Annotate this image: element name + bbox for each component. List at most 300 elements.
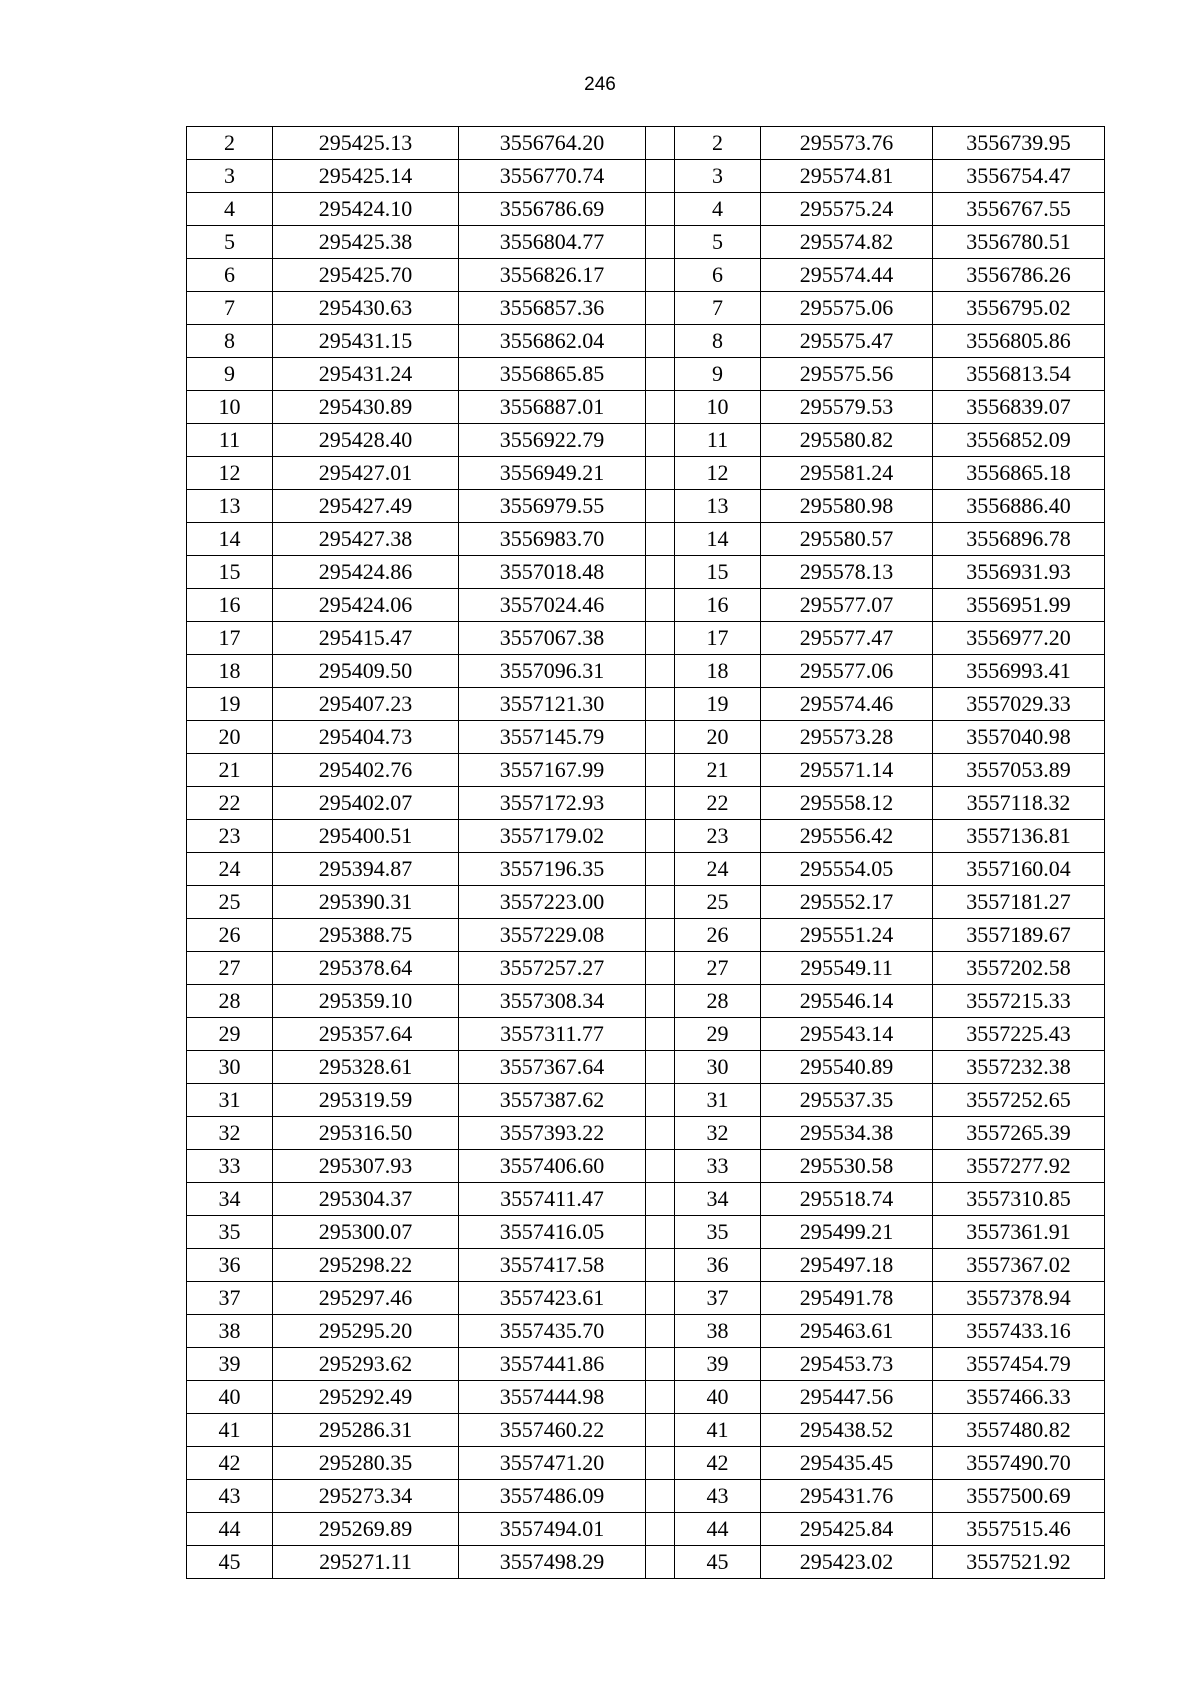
x-coordinate-left: 295404.73 — [273, 721, 459, 754]
table-row — [187, 1414, 1105, 1447]
y-coordinate-right: 3557118.32 — [933, 787, 1105, 820]
x-coordinate-right: 295546.14 — [761, 985, 933, 1018]
x-coordinate-right: 295534.38 — [761, 1117, 933, 1150]
y-coordinate-right: 3557433.16 — [933, 1315, 1105, 1348]
x-coordinate-left: 295394.87 — [273, 853, 459, 886]
point-number-left: 3 — [187, 160, 273, 193]
separator-cell — [646, 325, 675, 358]
y-coordinate-left: 3557444.98 — [459, 1381, 646, 1414]
page-number: 246 — [584, 74, 616, 95]
y-coordinate-left: 3556949.21 — [459, 457, 646, 490]
separator-cell — [646, 1183, 675, 1216]
point-number-right: 34 — [675, 1183, 761, 1216]
table-row — [187, 919, 1105, 952]
y-coordinate-left: 3557167.99 — [459, 754, 646, 787]
point-number-right: 27 — [675, 952, 761, 985]
x-coordinate-right: 295580.57 — [761, 523, 933, 556]
table-row — [187, 325, 1105, 358]
y-coordinate-right: 3557490.70 — [933, 1447, 1105, 1480]
point-number-left: 11 — [187, 424, 273, 457]
y-coordinate-right: 3557367.02 — [933, 1249, 1105, 1282]
y-coordinate-left: 3557179.02 — [459, 820, 646, 853]
y-coordinate-left: 3557229.08 — [459, 919, 646, 952]
point-number-left: 4 — [187, 193, 273, 226]
separator-cell — [646, 1348, 675, 1381]
x-coordinate-left: 295424.10 — [273, 193, 459, 226]
x-coordinate-right: 295423.02 — [761, 1546, 933, 1579]
separator-cell — [646, 886, 675, 919]
table-row — [187, 1282, 1105, 1315]
x-coordinate-right: 295537.35 — [761, 1084, 933, 1117]
separator-cell — [646, 853, 675, 886]
x-coordinate-right: 295577.47 — [761, 622, 933, 655]
x-coordinate-left: 295427.01 — [273, 457, 459, 490]
x-coordinate-left: 295430.89 — [273, 391, 459, 424]
y-coordinate-right: 3556852.09 — [933, 424, 1105, 457]
y-coordinate-left: 3556826.17 — [459, 259, 646, 292]
separator-cell — [646, 1150, 675, 1183]
table-row — [187, 1348, 1105, 1381]
point-number-left: 37 — [187, 1282, 273, 1315]
separator-cell — [646, 1084, 675, 1117]
point-number-left: 33 — [187, 1150, 273, 1183]
y-coordinate-right: 3557225.43 — [933, 1018, 1105, 1051]
point-number-left: 42 — [187, 1447, 273, 1480]
y-coordinate-left: 3557257.27 — [459, 952, 646, 985]
y-coordinate-right: 3557252.65 — [933, 1084, 1105, 1117]
x-coordinate-left: 295409.50 — [273, 655, 459, 688]
y-coordinate-right: 3557160.04 — [933, 853, 1105, 886]
x-coordinate-left: 295425.14 — [273, 160, 459, 193]
table-row — [187, 1249, 1105, 1282]
table-row — [187, 1018, 1105, 1051]
x-coordinate-left: 295425.70 — [273, 259, 459, 292]
x-coordinate-right: 295581.24 — [761, 457, 933, 490]
table-row — [187, 886, 1105, 919]
point-number-right: 5 — [675, 226, 761, 259]
x-coordinate-left: 295298.22 — [273, 1249, 459, 1282]
point-number-right: 22 — [675, 787, 761, 820]
point-number-left: 13 — [187, 490, 273, 523]
point-number-left: 35 — [187, 1216, 273, 1249]
y-coordinate-right: 3557500.69 — [933, 1480, 1105, 1513]
table-row — [187, 1315, 1105, 1348]
point-number-right: 30 — [675, 1051, 761, 1084]
table-row — [187, 655, 1105, 688]
y-coordinate-right: 3556767.55 — [933, 193, 1105, 226]
point-number-right: 39 — [675, 1348, 761, 1381]
separator-cell — [646, 358, 675, 391]
table-row — [187, 787, 1105, 820]
table-row — [187, 754, 1105, 787]
table-row — [187, 1546, 1105, 1579]
y-coordinate-left: 3556887.01 — [459, 391, 646, 424]
point-number-right: 2 — [675, 127, 761, 160]
y-coordinate-left: 3557223.00 — [459, 886, 646, 919]
x-coordinate-right: 295574.82 — [761, 226, 933, 259]
separator-cell — [646, 1249, 675, 1282]
table-row — [187, 1084, 1105, 1117]
separator-cell — [646, 952, 675, 985]
point-number-right: 10 — [675, 391, 761, 424]
y-coordinate-left: 3557471.20 — [459, 1447, 646, 1480]
separator-cell — [646, 1282, 675, 1315]
point-number-right: 36 — [675, 1249, 761, 1282]
separator-cell — [646, 919, 675, 952]
y-coordinate-right: 3557480.82 — [933, 1414, 1105, 1447]
x-coordinate-left: 295300.07 — [273, 1216, 459, 1249]
x-coordinate-right: 295580.98 — [761, 490, 933, 523]
y-coordinate-right: 3556786.26 — [933, 259, 1105, 292]
point-number-right: 41 — [675, 1414, 761, 1447]
point-number-right: 9 — [675, 358, 761, 391]
point-number-right: 32 — [675, 1117, 761, 1150]
x-coordinate-right: 295574.46 — [761, 688, 933, 721]
x-coordinate-left: 295304.37 — [273, 1183, 459, 1216]
y-coordinate-left: 3556804.77 — [459, 226, 646, 259]
y-coordinate-left: 3557393.22 — [459, 1117, 646, 1150]
table-row — [187, 457, 1105, 490]
x-coordinate-right: 295554.05 — [761, 853, 933, 886]
x-coordinate-right: 295574.44 — [761, 259, 933, 292]
point-number-right: 16 — [675, 589, 761, 622]
y-coordinate-left: 3557196.35 — [459, 853, 646, 886]
point-number-right: 33 — [675, 1150, 761, 1183]
separator-cell — [646, 1051, 675, 1084]
table-row — [187, 688, 1105, 721]
y-coordinate-right: 3557466.33 — [933, 1381, 1105, 1414]
y-coordinate-right: 3556805.86 — [933, 325, 1105, 358]
separator-cell — [646, 1480, 675, 1513]
y-coordinate-right: 3556754.47 — [933, 160, 1105, 193]
table-row — [187, 1150, 1105, 1183]
separator-cell — [646, 490, 675, 523]
x-coordinate-right: 295579.53 — [761, 391, 933, 424]
point-number-right: 26 — [675, 919, 761, 952]
point-number-left: 19 — [187, 688, 273, 721]
x-coordinate-left: 295269.89 — [273, 1513, 459, 1546]
y-coordinate-right: 3556839.07 — [933, 391, 1105, 424]
separator-cell — [646, 127, 675, 160]
point-number-right: 31 — [675, 1084, 761, 1117]
y-coordinate-left: 3556786.69 — [459, 193, 646, 226]
x-coordinate-right: 295530.58 — [761, 1150, 933, 1183]
separator-cell — [646, 160, 675, 193]
table-row — [187, 127, 1105, 160]
x-coordinate-right: 295438.52 — [761, 1414, 933, 1447]
x-coordinate-right: 295425.84 — [761, 1513, 933, 1546]
x-coordinate-right: 295540.89 — [761, 1051, 933, 1084]
table-row — [187, 424, 1105, 457]
separator-cell — [646, 1546, 675, 1579]
y-coordinate-right: 3557277.92 — [933, 1150, 1105, 1183]
x-coordinate-right: 295556.42 — [761, 820, 933, 853]
x-coordinate-left: 295378.64 — [273, 952, 459, 985]
x-coordinate-left: 295425.38 — [273, 226, 459, 259]
x-coordinate-left: 295286.31 — [273, 1414, 459, 1447]
separator-cell — [646, 226, 675, 259]
point-number-left: 9 — [187, 358, 273, 391]
point-number-left: 32 — [187, 1117, 273, 1150]
y-coordinate-left: 3556979.55 — [459, 490, 646, 523]
table-row — [187, 1381, 1105, 1414]
separator-cell — [646, 391, 675, 424]
x-coordinate-right: 295447.56 — [761, 1381, 933, 1414]
y-coordinate-left: 3556983.70 — [459, 523, 646, 556]
y-coordinate-right: 3557515.46 — [933, 1513, 1105, 1546]
point-number-right: 38 — [675, 1315, 761, 1348]
point-number-left: 38 — [187, 1315, 273, 1348]
point-number-right: 43 — [675, 1480, 761, 1513]
y-coordinate-left: 3557441.86 — [459, 1348, 646, 1381]
y-coordinate-left: 3557018.48 — [459, 556, 646, 589]
x-coordinate-right: 295578.13 — [761, 556, 933, 589]
separator-cell — [646, 1018, 675, 1051]
table-row — [187, 1216, 1105, 1249]
table-row — [187, 721, 1105, 754]
y-coordinate-left: 3557411.47 — [459, 1183, 646, 1216]
point-number-right: 18 — [675, 655, 761, 688]
separator-cell — [646, 457, 675, 490]
point-number-left: 20 — [187, 721, 273, 754]
point-number-left: 27 — [187, 952, 273, 985]
y-coordinate-left: 3557416.05 — [459, 1216, 646, 1249]
y-coordinate-left: 3557311.77 — [459, 1018, 646, 1051]
y-coordinate-right: 3556993.41 — [933, 655, 1105, 688]
y-coordinate-left: 3557486.09 — [459, 1480, 646, 1513]
y-coordinate-right: 3556886.40 — [933, 490, 1105, 523]
point-number-left: 34 — [187, 1183, 273, 1216]
x-coordinate-left: 295424.86 — [273, 556, 459, 589]
table-row — [187, 985, 1105, 1018]
x-coordinate-right: 295543.14 — [761, 1018, 933, 1051]
point-number-left: 5 — [187, 226, 273, 259]
table-row — [187, 292, 1105, 325]
y-coordinate-right: 3557202.58 — [933, 952, 1105, 985]
x-coordinate-right: 295431.76 — [761, 1480, 933, 1513]
separator-cell — [646, 820, 675, 853]
separator-cell — [646, 589, 675, 622]
point-number-right: 14 — [675, 523, 761, 556]
point-number-right: 19 — [675, 688, 761, 721]
y-coordinate-right: 3557189.67 — [933, 919, 1105, 952]
separator-cell — [646, 787, 675, 820]
point-number-right: 4 — [675, 193, 761, 226]
point-number-left: 31 — [187, 1084, 273, 1117]
y-coordinate-right: 3556951.99 — [933, 589, 1105, 622]
x-coordinate-left: 295357.64 — [273, 1018, 459, 1051]
separator-cell — [646, 193, 675, 226]
x-coordinate-left: 295273.34 — [273, 1480, 459, 1513]
y-coordinate-right: 3557265.39 — [933, 1117, 1105, 1150]
x-coordinate-left: 295400.51 — [273, 820, 459, 853]
x-coordinate-left: 295415.47 — [273, 622, 459, 655]
table-row — [187, 523, 1105, 556]
table-row — [187, 226, 1105, 259]
separator-cell — [646, 1117, 675, 1150]
point-number-left: 29 — [187, 1018, 273, 1051]
table-row — [187, 490, 1105, 523]
point-number-left: 8 — [187, 325, 273, 358]
point-number-right: 45 — [675, 1546, 761, 1579]
separator-cell — [646, 1513, 675, 1546]
point-number-left: 15 — [187, 556, 273, 589]
y-coordinate-right: 3557040.98 — [933, 721, 1105, 754]
x-coordinate-right: 295575.24 — [761, 193, 933, 226]
x-coordinate-right: 295577.07 — [761, 589, 933, 622]
x-coordinate-right: 295573.76 — [761, 127, 933, 160]
point-number-right: 17 — [675, 622, 761, 655]
table-row — [187, 820, 1105, 853]
table-row — [187, 1513, 1105, 1546]
x-coordinate-left: 295297.46 — [273, 1282, 459, 1315]
x-coordinate-left: 295402.76 — [273, 754, 459, 787]
point-number-left: 16 — [187, 589, 273, 622]
point-number-right: 7 — [675, 292, 761, 325]
y-coordinate-left: 3556857.36 — [459, 292, 646, 325]
y-coordinate-right: 3557181.27 — [933, 886, 1105, 919]
x-coordinate-right: 295552.17 — [761, 886, 933, 919]
y-coordinate-left: 3557423.61 — [459, 1282, 646, 1315]
x-coordinate-right: 295551.24 — [761, 919, 933, 952]
coordinates-table-body — [187, 127, 1105, 1579]
x-coordinate-left: 295293.62 — [273, 1348, 459, 1381]
x-coordinate-right: 295518.74 — [761, 1183, 933, 1216]
separator-cell — [646, 424, 675, 457]
separator-cell — [646, 292, 675, 325]
point-number-right: 3 — [675, 160, 761, 193]
y-coordinate-right: 3556977.20 — [933, 622, 1105, 655]
x-coordinate-left: 295407.23 — [273, 688, 459, 721]
table-row — [187, 160, 1105, 193]
point-number-right: 24 — [675, 853, 761, 886]
point-number-right: 8 — [675, 325, 761, 358]
x-coordinate-right: 295463.61 — [761, 1315, 933, 1348]
table-row — [187, 358, 1105, 391]
point-number-left: 44 — [187, 1513, 273, 1546]
point-number-right: 20 — [675, 721, 761, 754]
point-number-right: 11 — [675, 424, 761, 457]
x-coordinate-right: 295558.12 — [761, 787, 933, 820]
y-coordinate-right: 3557029.33 — [933, 688, 1105, 721]
y-coordinate-right: 3556896.78 — [933, 523, 1105, 556]
x-coordinate-right: 295453.73 — [761, 1348, 933, 1381]
separator-cell — [646, 556, 675, 589]
point-number-left: 18 — [187, 655, 273, 688]
x-coordinate-left: 295430.63 — [273, 292, 459, 325]
table-row — [187, 1183, 1105, 1216]
point-number-left: 43 — [187, 1480, 273, 1513]
x-coordinate-right: 295497.18 — [761, 1249, 933, 1282]
point-number-right: 28 — [675, 985, 761, 1018]
point-number-right: 13 — [675, 490, 761, 523]
y-coordinate-right: 3556795.02 — [933, 292, 1105, 325]
separator-cell — [646, 523, 675, 556]
point-number-right: 37 — [675, 1282, 761, 1315]
y-coordinate-left: 3557406.60 — [459, 1150, 646, 1183]
point-number-left: 2 — [187, 127, 273, 160]
point-number-left: 21 — [187, 754, 273, 787]
table-row — [187, 556, 1105, 589]
y-coordinate-left: 3557387.62 — [459, 1084, 646, 1117]
point-number-left: 36 — [187, 1249, 273, 1282]
y-coordinate-left: 3556862.04 — [459, 325, 646, 358]
y-coordinate-left: 3557024.46 — [459, 589, 646, 622]
separator-cell — [646, 688, 675, 721]
x-coordinate-left: 295307.93 — [273, 1150, 459, 1183]
x-coordinate-left: 295295.20 — [273, 1315, 459, 1348]
separator-cell — [646, 1381, 675, 1414]
table-row — [187, 952, 1105, 985]
y-coordinate-left: 3557498.29 — [459, 1546, 646, 1579]
y-coordinate-left: 3557494.01 — [459, 1513, 646, 1546]
table-row — [187, 1480, 1105, 1513]
x-coordinate-right: 295574.81 — [761, 160, 933, 193]
separator-cell — [646, 985, 675, 1018]
x-coordinate-left: 295424.06 — [273, 589, 459, 622]
separator-cell — [646, 754, 675, 787]
y-coordinate-right: 3557232.38 — [933, 1051, 1105, 1084]
y-coordinate-left: 3557308.34 — [459, 985, 646, 1018]
x-coordinate-right: 295571.14 — [761, 754, 933, 787]
y-coordinate-left: 3556764.20 — [459, 127, 646, 160]
x-coordinate-right: 295577.06 — [761, 655, 933, 688]
y-coordinate-right: 3557361.91 — [933, 1216, 1105, 1249]
point-number-left: 45 — [187, 1546, 273, 1579]
point-number-right: 12 — [675, 457, 761, 490]
y-coordinate-left: 3557460.22 — [459, 1414, 646, 1447]
table-row — [187, 853, 1105, 886]
point-number-left: 17 — [187, 622, 273, 655]
y-coordinate-right: 3557378.94 — [933, 1282, 1105, 1315]
y-coordinate-left: 3557067.38 — [459, 622, 646, 655]
x-coordinate-left: 295427.38 — [273, 523, 459, 556]
x-coordinate-right: 295575.47 — [761, 325, 933, 358]
y-coordinate-right: 3557053.89 — [933, 754, 1105, 787]
y-coordinate-left: 3557367.64 — [459, 1051, 646, 1084]
separator-cell — [646, 655, 675, 688]
y-coordinate-right: 3557454.79 — [933, 1348, 1105, 1381]
x-coordinate-left: 295388.75 — [273, 919, 459, 952]
point-number-right: 23 — [675, 820, 761, 853]
x-coordinate-right: 295435.45 — [761, 1447, 933, 1480]
x-coordinate-left: 295431.15 — [273, 325, 459, 358]
table-row — [187, 1051, 1105, 1084]
point-number-left: 39 — [187, 1348, 273, 1381]
x-coordinate-left: 295280.35 — [273, 1447, 459, 1480]
x-coordinate-right: 295575.56 — [761, 358, 933, 391]
x-coordinate-left: 295402.07 — [273, 787, 459, 820]
y-coordinate-right: 3556813.54 — [933, 358, 1105, 391]
y-coordinate-left: 3556922.79 — [459, 424, 646, 457]
point-number-right: 35 — [675, 1216, 761, 1249]
separator-cell — [646, 721, 675, 754]
x-coordinate-left: 295292.49 — [273, 1381, 459, 1414]
y-coordinate-right: 3557215.33 — [933, 985, 1105, 1018]
y-coordinate-right: 3557136.81 — [933, 820, 1105, 853]
x-coordinate-right: 295580.82 — [761, 424, 933, 457]
x-coordinate-left: 295427.49 — [273, 490, 459, 523]
separator-cell — [646, 1216, 675, 1249]
point-number-left: 40 — [187, 1381, 273, 1414]
point-number-right: 6 — [675, 259, 761, 292]
table-row — [187, 193, 1105, 226]
point-number-left: 28 — [187, 985, 273, 1018]
x-coordinate-left: 295359.10 — [273, 985, 459, 1018]
x-coordinate-right: 295491.78 — [761, 1282, 933, 1315]
point-number-left: 10 — [187, 391, 273, 424]
coordinates-table — [186, 126, 1105, 1579]
